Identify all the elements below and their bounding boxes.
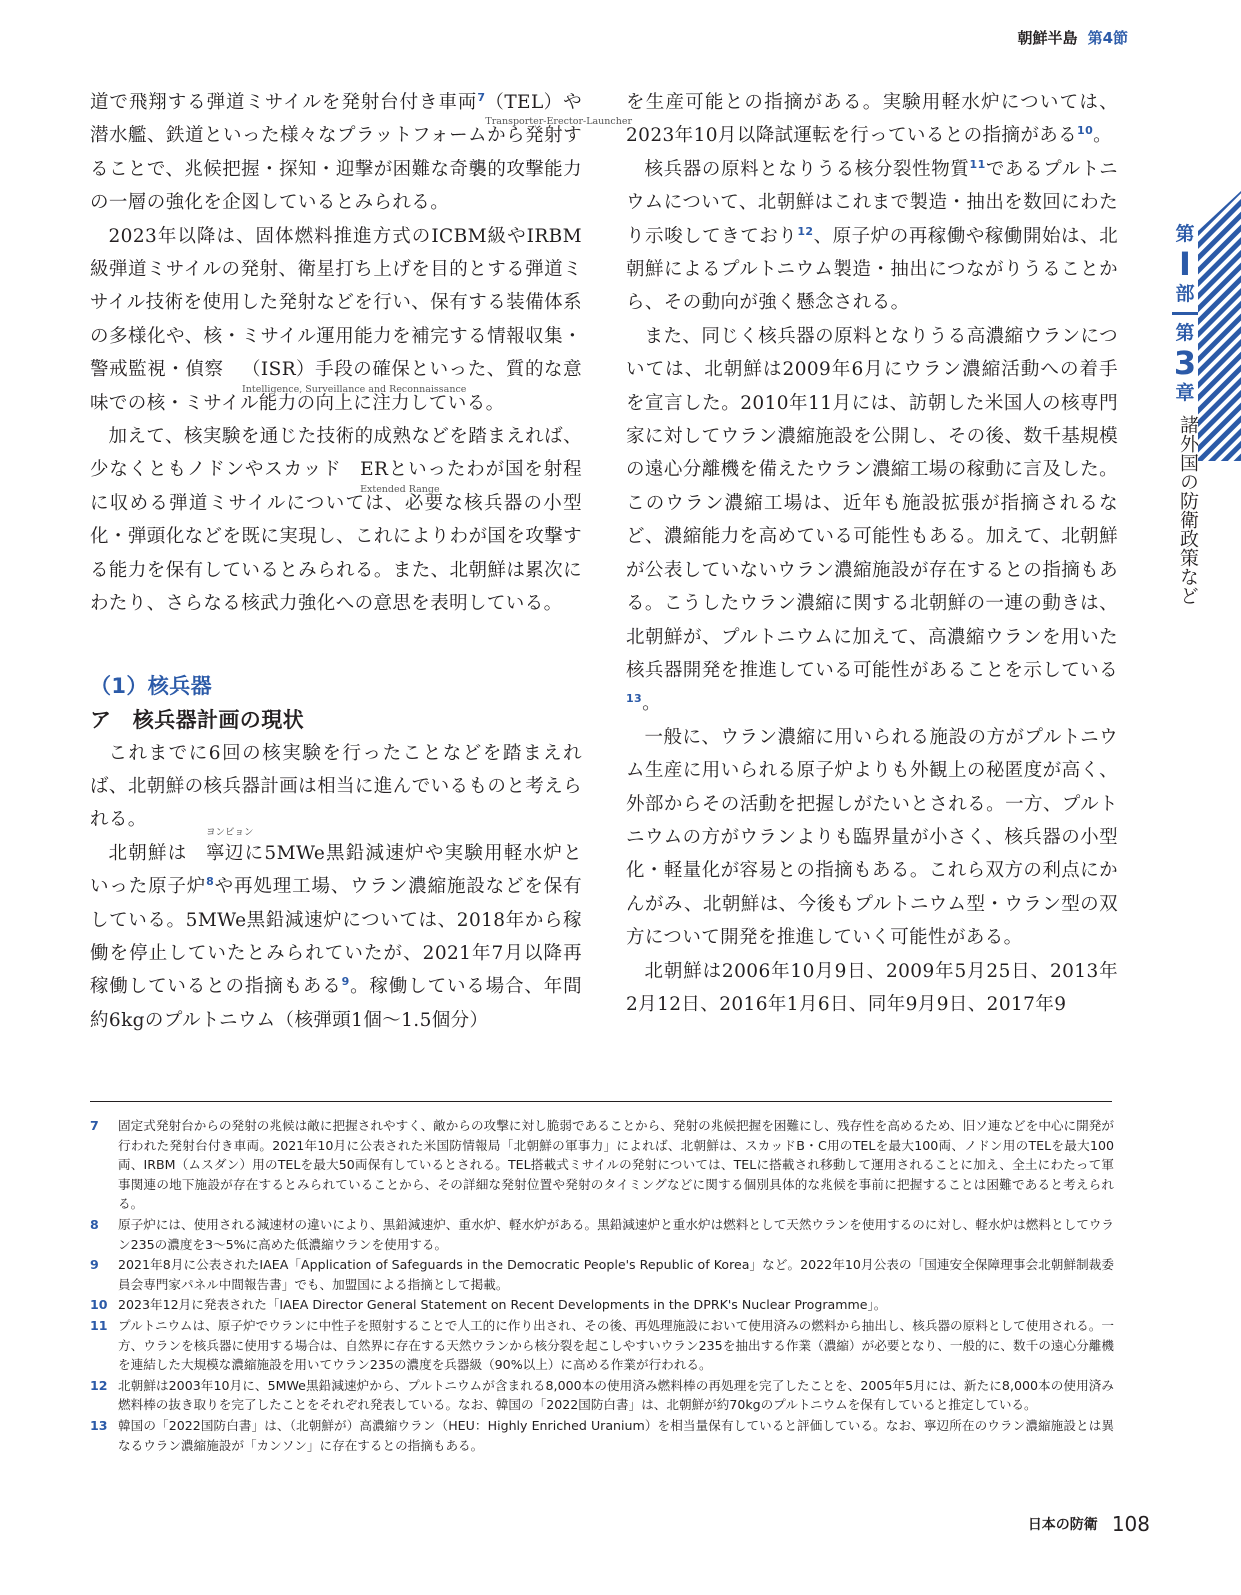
text: 2023年以降は、固体燃料推進方式のICBM級やIRBM級弾道ミサイルの発射、衛星打ち上げを目的とする弾道ミサイル技術を使用した発射などを行い、保有する装備体系の多様化や、核・ミサイル運用能力を補完する情報収集・警戒監視・偵察 <box>90 225 582 381</box>
footnote-text: 2023年12月に発表された「IAEA Director General Statement on Recent Developments in the DPRK's Nuclear Programme」。 <box>118 1297 887 1313</box>
header-section: 朝鮮半島 <box>1017 29 1078 47</box>
paragraph: 一般に、ウラン濃縮に用いられる施設の方がプルトニウム生産に用いられる原子炉よりも外観上の秘匿度が高く、外部からその活動を把握しがたいとされる。一方、プルトニウムの方がウランよりも臨界量が小さく、核兵器の小型化・軽量化が容易との指摘もある。これら双方の利点にかんがみ、北朝鮮は、今後もプルトニウム型・ウラン型の双方について開発を推進していく可能性がある。 <box>626 726 1118 949</box>
publication-title: 日本の防衛 <box>1027 1517 1098 1533</box>
glossed-term <box>342 453 440 495</box>
text: 。稼働している場合、年間約6kgのプルトニウム（核弾頭1個～1.5個分） <box>90 976 582 1031</box>
paragraph: 北朝鮮は2006年10月9日、2009年5月25日、2013年2月12日、2016年1月6日、同年9月9日、2017年9 <box>626 960 1118 1015</box>
footnote-divider <box>90 1101 1112 1102</box>
paragraph <box>90 220 582 420</box>
footnote-ref-10[interactable]: 10 <box>1077 124 1094 138</box>
text: 。 <box>642 693 662 715</box>
footnote-ref-11[interactable]: 11 <box>969 157 986 171</box>
paragraph <box>626 86 1118 153</box>
term: （TEL） <box>485 92 563 113</box>
running-header <box>1018 27 1128 48</box>
term-gloss: Extended Range <box>360 483 440 495</box>
text: や潜水艦、鉄道といった様々なプラットフォームから発射することで、兆候把握・探知・迎撃が困難な奇襲的攻撃能力の一層の強化を企図しているとみられる。 <box>90 92 582 214</box>
paragraph <box>90 86 633 220</box>
chapter-suffix: 章 <box>1175 382 1195 404</box>
section-heading: （1）核兵器 <box>90 673 213 698</box>
footnote-text: プルトニウムは、原子炉でウランに中性子を照射することで人工的に作り出され、その後、再処理施設において使用済みの燃料から抽出し、核兵器の原料として使用される。一方、ウランを核兵器に使用する場合は、自然界に存在する天然ウランから核分裂を起こしやすいウラン235を抽出する作業（濃縮）が必要となり、一般的に、数千の遠心分離機を連結した大規模な濃縮施設を用いてウラン235の濃度を兵器級（90%以上）に高める作業が行われる。 <box>118 1317 1114 1373</box>
text: を生産可能との指摘がある。実験用軽水炉については、2023年10月以降試運転を行っているとの指摘がある <box>626 92 1118 147</box>
paragraph <box>90 420 582 620</box>
page-footer <box>1028 1512 1150 1536</box>
page-number: 108 <box>1111 1512 1150 1536</box>
footnote-number: 12 <box>90 1377 108 1393</box>
footnote-ref-9[interactable]: 9 <box>341 975 350 989</box>
footnote-text: 韓国の「2022国防白書」は、（北朝鮮が）高濃縮ウラン（HEU：Highly Enriched Uranium）を相当量保有していると評価している。なお、寧辺所在のウラン濃縮施設とは異なるウラン濃縮施設が「カンソン」に存在するとの指摘もある。 <box>118 1417 1114 1453</box>
footnote-number: 10 <box>90 1297 108 1313</box>
text: に5MWe黒鉛減速炉や実験用軽水炉といった原子炉 <box>90 842 582 898</box>
term: （ISR） <box>242 359 315 381</box>
footnote-number: 8 <box>90 1216 99 1232</box>
part-chapter-label <box>1168 222 1202 405</box>
text: といったわが国を射程に収める弾道ミサイルについては、必要な核兵器の小型化・弾頭化などを既に実現し、これによりわが国を攻撃する能力を保有しているとみられる。また、北朝鮮は累次にわたり、さらなる核武力強化への意思を表明している。 <box>90 459 582 615</box>
paragraph <box>626 320 1118 721</box>
footnote-text: 2021年8月に公表されたIAEA「Application of Safeguards in the Democratic People's Republic of Korea」など。2022年10月公表の「国連安全保障理事会北朝鮮制裁委員会専門家パネル中間報告書」でも、加盟国による指摘として掲載。 <box>118 1257 1114 1292</box>
footnote-item <box>90 1316 1114 1375</box>
footnote-text: 固定式発射台からの発射の兆候は敵に把握されやすく、敵からの攻撃に対し脆弱であることから、発射の兆候把握を困難にし、残存性を高めるため、旧ソ連などを中心に開発が行われた発射台付き車両。2021年10月に公表された米国防情報局「北朝鮮の軍事力」によれば、北朝鮮は、スカッドB・C用のTELを最大100両、ノドン用のTELを最大100両、IRBM（ムスダン）用のTELを最大50両保有しているとされる。TEL搭載式ミサイルの発射については、TELに搭載され移動して運用されることに加え、全土にわたって軍事関連の地下施設が存在するとみられていることから、その詳細な発射位置や発射のタイミングなどに関する個別具体的な兆候を事前に把握することは困難であると考えられる。 <box>118 1118 1114 1212</box>
footnote-number: 9 <box>90 1257 99 1273</box>
chapter-title: 諸外国の防衛政策など <box>1177 415 1199 605</box>
left-column <box>90 86 633 1037</box>
footnote-number: 11 <box>90 1317 108 1333</box>
glossed-term <box>224 353 467 395</box>
footnote-item <box>90 1376 1114 1415</box>
footnote-item <box>90 1295 1114 1315</box>
right-column <box>626 86 1118 1021</box>
footnote-item <box>90 1116 1114 1214</box>
subsection-heading: ア 核兵器計画の現状 <box>90 707 304 732</box>
term-gloss: Transporter-Erector-Launcher <box>485 116 633 128</box>
paragraph <box>90 826 583 1037</box>
footnote-ref-12[interactable]: 12 <box>797 224 814 238</box>
footnote-item <box>90 1255 1114 1294</box>
header-subsection: 第4節 <box>1087 29 1128 47</box>
text: 、原子炉の再稼働や稼働開始は、北朝鮮によるプルトニウム製造・抽出につながりうることから、その動向が強く懸念される。 <box>626 225 1118 314</box>
text: また、同じく核兵器の原料となりうる高濃縮ウランについては、北朝鮮は2009年6月にウラン濃縮活動への着手を宣言した。2010年11月には、訪朝した米国人の核専門家に対してウラン濃縮施設を公開し、その後、数千基規模の遠心分離機を備えたウラン濃縮工場の稼動に言及した。このウラン濃縮工場は、近年も施設拡張が指摘されるなど、濃縮能力を高めている可能性もある。加えて、北朝鮮が公表していないウラン濃縮施設が存在するとの指摘もある。こうしたウラン濃縮に関する北朝鮮の一連の動きは、北朝鮮が、プルトニウムに加えて、高濃縮ウランを用いた核兵器開発を推進している可能性があることを示している <box>626 325 1118 681</box>
ruby-reading: ヨンビョン <box>206 826 254 838</box>
part-number: I <box>1179 245 1191 283</box>
chapter-number: 3 <box>1173 344 1197 382</box>
footnote-number: 13 <box>90 1417 108 1433</box>
footnote-number: 7 <box>90 1118 99 1133</box>
term: 寧辺 <box>206 842 244 864</box>
text: 手段の確保といった、質的な意味での核・ミサイル能力の向上に注力している。 <box>90 359 582 414</box>
part-suffix: 部 <box>1175 283 1195 305</box>
text: 加えて、核実験を通じた技術的成熟などを踏まえれば、少なくともノドンやスカッド <box>90 426 582 481</box>
text: 。 <box>1093 125 1113 147</box>
chapter-prefix: 第 <box>1175 322 1195 344</box>
footnote-ref-13[interactable]: 13 <box>626 692 643 706</box>
label-divider <box>1172 312 1198 315</box>
text: 核兵器の原料となりうる核分裂性物質 <box>644 158 970 180</box>
footnote-ref-7[interactable]: 7 <box>477 90 486 104</box>
text: であるプルトニウムについて、北朝鮮はこれまで製造・抽出を数回にわたり示唆してきており <box>626 158 1118 247</box>
term-gloss: Intelligence, Surveillance and Reconnaissance <box>242 383 467 395</box>
text: 道で飛翔する弾道ミサイルを発射台付き車両 <box>90 92 478 113</box>
part-prefix: 第 <box>1175 223 1195 245</box>
footnotes <box>90 1116 1114 1456</box>
footnote-ref-8[interactable]: 8 <box>206 874 215 888</box>
glossed-term <box>485 86 633 128</box>
side-tab-decoration <box>1198 191 1241 461</box>
footnote-text: 北朝鮮は2003年10月に、5MWe黒鉛減速炉から、プルトニウムが含まれる8,000本の使用済み燃料棒の再処理を完了したことを、2005年5月には、新たに8,000本の使用済み燃料棒の抜き取りを完了したことをそれぞれ発表している。なお、韓国の「2022国防白書」は、北朝鮮が約70kgのプルトニウムを保有していると推定している。 <box>118 1377 1114 1413</box>
paragraph: これまでに6回の核実験を行ったことなどを踏まえれば、北朝鮮の核兵器計画は相当に進んでいるものと考えられる。 <box>90 742 582 831</box>
footnote-text: 原子炉には、使用される減速材の違いにより、黒鉛減速炉、重水炉、軽水炉がある。黒鉛減速炉と重水炉は燃料として天然ウランを使用するのに対し、軽水炉は燃料としてウラン235の濃度を3～5%に高めた低濃縮ウランを使用する。 <box>118 1216 1115 1252</box>
text: 北朝鮮は <box>108 842 188 864</box>
text: や再処理工場、ウラン濃縮施設などを保有している。5MWe黒鉛減速炉については、2018年から稼働を停止していたとみられていたが、2021年7月以降再稼働しているとの指摘もある <box>90 876 583 998</box>
ruby-term <box>188 826 254 870</box>
paragraph <box>626 153 1118 320</box>
footnote-item <box>90 1215 1114 1254</box>
footnote-item <box>90 1416 1114 1455</box>
term: ER <box>360 459 389 481</box>
